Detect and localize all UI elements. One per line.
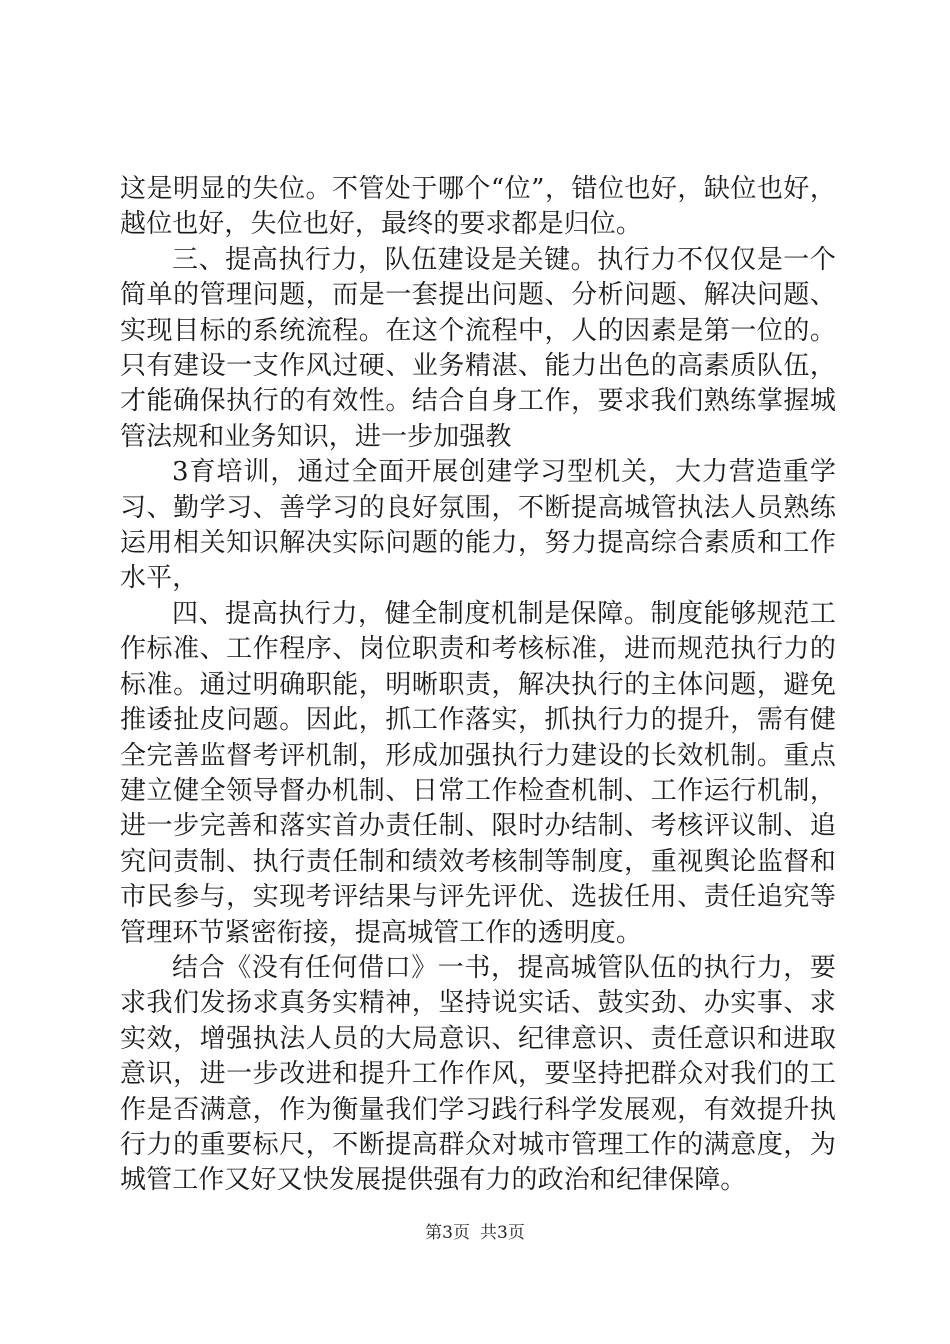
page-number-total: 共3页 <box>480 1223 525 1243</box>
page-number-current: 第3页 <box>425 1223 470 1243</box>
paragraph-1: 这是明显的失位。不管处于哪个“位”，错位也好，缺位也好，越位也好，失位也好，最终的要求都是归位。 <box>120 174 836 240</box>
paragraph-3: 3育培训，通过全面开展创建学习型机关，大力营造重学习、勤学习、善学习的良好氛围，不断提高城管执法人员熟练运用相关知识解决实际问题的能力，努力提高综合素质和工作水平， <box>120 457 836 594</box>
paragraph-4: 四、提高执行力，健全制度机制是保障。制度能够规范工作标准、工作程序、岗位职责和考核标准，进而规范执行力的标准。通过明确职能，明晰职责，解决执行的主体问题，避免推诿扯皮问题。因此，抓工作落实，抓执行力的提升，需有健全完善监督考评机制，形成加强执行力建设的长效机制。重点建立健全领导督办机制、日常工作检查机制、工作运行机制，进一步完善和落实首办责任制、限时办结制、考核评议制、追究问责制、执行责任制和绩效考核制等制度，重视舆论监督和市民参与，实现考评结果与评先评优、选拔任用、责任追究等管理环节紧密衔接，提高城管工作的透明度。 <box>120 598 836 948</box>
paragraph-2: 三、提高执行力，队伍建设是关键。执行力不仅仅是一个简单的管理问题，而是一套提出问题、分析问题、解决问题、实现目标的系统流程。在这个流程中，人的因素是第一位的。只有建设一支作风过硬、业务精湛、能力出色的高素质队伍，才能确保执行的有效性。结合自身工作，要求我们熟练掌握城管法规和业务知识，进一步加强教 <box>120 244 836 452</box>
paragraph-5: 结合《没有任何借口》一书，提高城管队伍的执行力，要求我们发扬求真务实精神，坚持说实话、鼓实劲、办实事、求实效，增强执法人员的大局意识、纪律意识、责任意识和进取意识，进一步改进和提升工作作风，要坚持把群众对我们的工作是否满意，作为衡量我们学习践行科学发展观，有效提升执行力的重要标尺，不断提高群众对城市管理工作的满意度，为城管工作又好又快发展提供强有力的政治和纪律保障。 <box>120 952 836 1196</box>
page-footer <box>0 1218 950 1243</box>
document-body <box>120 172 836 1199</box>
